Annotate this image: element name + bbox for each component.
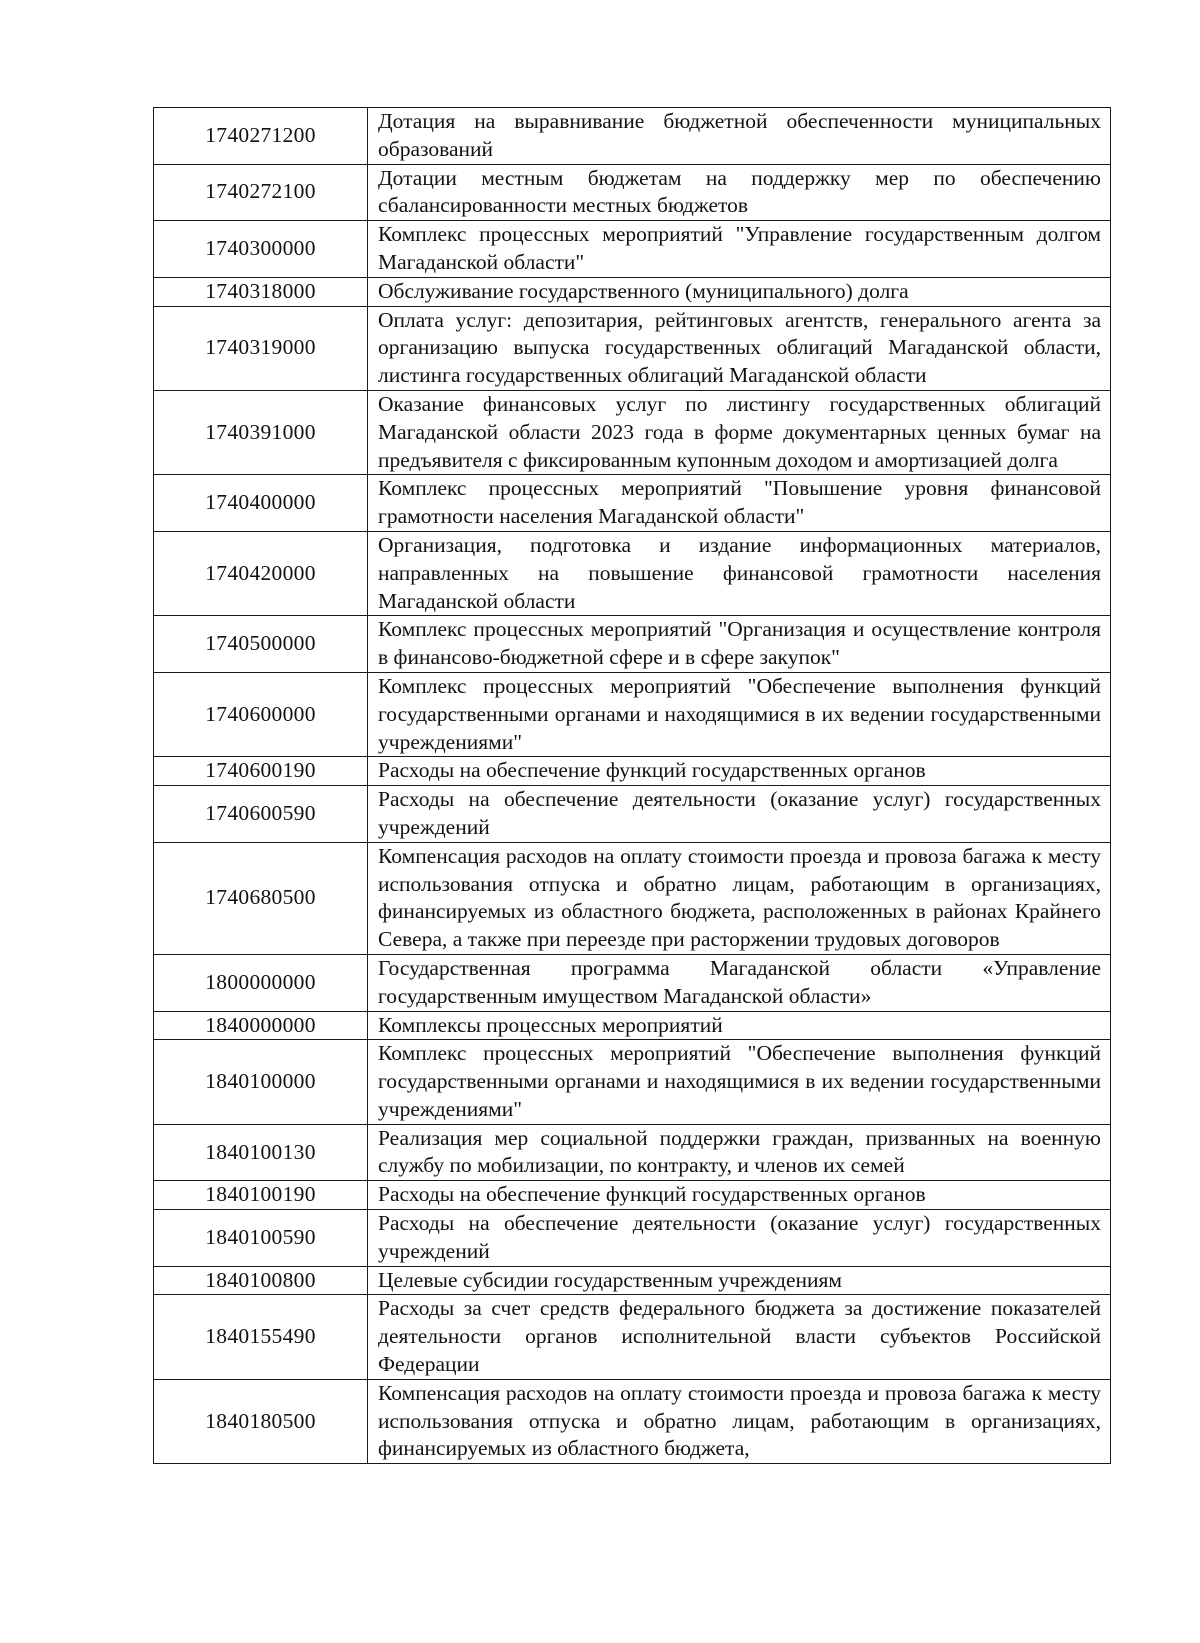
table-row <box>154 1181 1111 1210</box>
row-description-cell: Комплекс процессных мероприятий "Обеспечение выполнения функций государственными органами и находящимися в их ведении государственными учреждениями" <box>368 1040 1111 1124</box>
row-description-cell: Расходы на обеспечение функций государственных органов <box>368 1181 1111 1210</box>
table-body <box>154 108 1111 1464</box>
row-description-cell: Дотации местным бюджетам на поддержку мер по обеспечению сбалансированности местных бюджетов <box>368 164 1111 221</box>
row-description-cell: Компенсация расходов на оплату стоимости проезда и провоза багажа к месту использования отпуска и обратно лицам, работающим в организациях, финансируемых из областного бюджета, <box>368 1379 1111 1463</box>
row-code-cell: 1840155490 <box>154 1295 368 1379</box>
row-description-cell: Реализация мер социальной поддержки граждан, призванных на военную службу по мобилизации, по контракту, и членов их семей <box>368 1124 1111 1181</box>
row-description-cell: Комплекс процессных мероприятий "Обеспечение выполнения функций государственными органами и находящимися в их ведении государственными учреждениями" <box>368 672 1111 756</box>
row-code-cell: 1740318000 <box>154 277 368 306</box>
row-code-cell: 1740420000 <box>154 531 368 615</box>
row-code-cell: 1740391000 <box>154 390 368 474</box>
row-code-cell: 1840100590 <box>154 1210 368 1267</box>
table-row <box>154 221 1111 278</box>
row-description-cell: Обслуживание государственного (муниципального) долга <box>368 277 1111 306</box>
table-row <box>154 1124 1111 1181</box>
row-code-cell: 1840100000 <box>154 1040 368 1124</box>
table-row <box>154 757 1111 786</box>
table-row <box>154 1011 1111 1040</box>
table-row <box>154 306 1111 390</box>
row-code-cell: 1840100130 <box>154 1124 368 1181</box>
row-code-cell: 1840100190 <box>154 1181 368 1210</box>
row-description-cell: Расходы на обеспечение деятельности (оказание услуг) государственных учреждений <box>368 786 1111 843</box>
row-description-cell: Комплексы процессных мероприятий <box>368 1011 1111 1040</box>
row-code-cell: 1740271200 <box>154 108 368 165</box>
row-code-cell: 1740500000 <box>154 616 368 673</box>
table-row <box>154 277 1111 306</box>
table-row <box>154 475 1111 532</box>
row-code-cell: 1740400000 <box>154 475 368 532</box>
table-row <box>154 1295 1111 1379</box>
table-row <box>154 786 1111 843</box>
row-description-cell: Организация, подготовка и издание информационных материалов, направленных на повышение финансовой грамотности населения Магаданской области <box>368 531 1111 615</box>
row-description-cell: Оказание финансовых услуг по листингу государственных облигаций Магаданской области 2023 года в форме документарных ценных бумаг на предъявителя с фиксированным купонным доходом и амортизацией долга <box>368 390 1111 474</box>
table-row <box>154 108 1111 165</box>
row-description-cell: Комплекс процессных мероприятий "Повышение уровня финансовой грамотности населения Магаданской области" <box>368 475 1111 532</box>
row-code-cell: 1800000000 <box>154 954 368 1011</box>
row-code-cell: 1840180500 <box>154 1379 368 1463</box>
row-code-cell: 1740600000 <box>154 672 368 756</box>
table-row <box>154 1210 1111 1267</box>
row-description-cell: Расходы на обеспечение деятельности (оказание услуг) государственных учреждений <box>368 1210 1111 1267</box>
table-row <box>154 164 1111 221</box>
table-row <box>154 390 1111 474</box>
row-description-cell: Компенсация расходов на оплату стоимости проезда и провоза багажа к месту использования отпуска и обратно лицам, работающим в организациях, финансируемых из областного бюджета, расположенных в районах Крайнего Севера, а также при переезде при расторжении трудовых договоров <box>368 842 1111 954</box>
row-code-cell: 1740600590 <box>154 786 368 843</box>
row-description-cell: Комплекс процессных мероприятий "Управление государственным долгом Магаданской области" <box>368 221 1111 278</box>
table-row <box>154 672 1111 756</box>
row-code-cell: 1740319000 <box>154 306 368 390</box>
row-code-cell: 1840100800 <box>154 1266 368 1295</box>
table-row <box>154 1040 1111 1124</box>
row-description-cell: Оплата услуг: депозитария, рейтинговых агентств, генерального агента за организацию выпуска государственных облигаций Магаданской области, листинга государственных облигаций Магаданской области <box>368 306 1111 390</box>
row-description-cell: Расходы на обеспечение функций государственных органов <box>368 757 1111 786</box>
row-description-cell: Целевые субсидии государственным учреждениям <box>368 1266 1111 1295</box>
row-code-cell: 1840000000 <box>154 1011 368 1040</box>
row-description-cell: Государственная программа Магаданской области «Управление государственным имуществом Магаданской области» <box>368 954 1111 1011</box>
row-code-cell: 1740680500 <box>154 842 368 954</box>
row-description-cell: Комплекс процессных мероприятий "Организация и осуществление контроля в финансово-бюджетной сфере и в сфере закупок" <box>368 616 1111 673</box>
table-row <box>154 531 1111 615</box>
budget-classification-table <box>153 107 1111 1464</box>
row-description-cell: Расходы за счет средств федерального бюджета за достижение показателей деятельности органов исполнительной власти субъектов Российской Федерации <box>368 1295 1111 1379</box>
table-row <box>154 954 1111 1011</box>
row-code-cell: 1740300000 <box>154 221 368 278</box>
table-row <box>154 842 1111 954</box>
table-row <box>154 1379 1111 1463</box>
row-code-cell: 1740272100 <box>154 164 368 221</box>
table-row <box>154 1266 1111 1295</box>
table-row <box>154 616 1111 673</box>
row-code-cell: 1740600190 <box>154 757 368 786</box>
row-description-cell: Дотация на выравнивание бюджетной обеспеченности муниципальных образований <box>368 108 1111 165</box>
